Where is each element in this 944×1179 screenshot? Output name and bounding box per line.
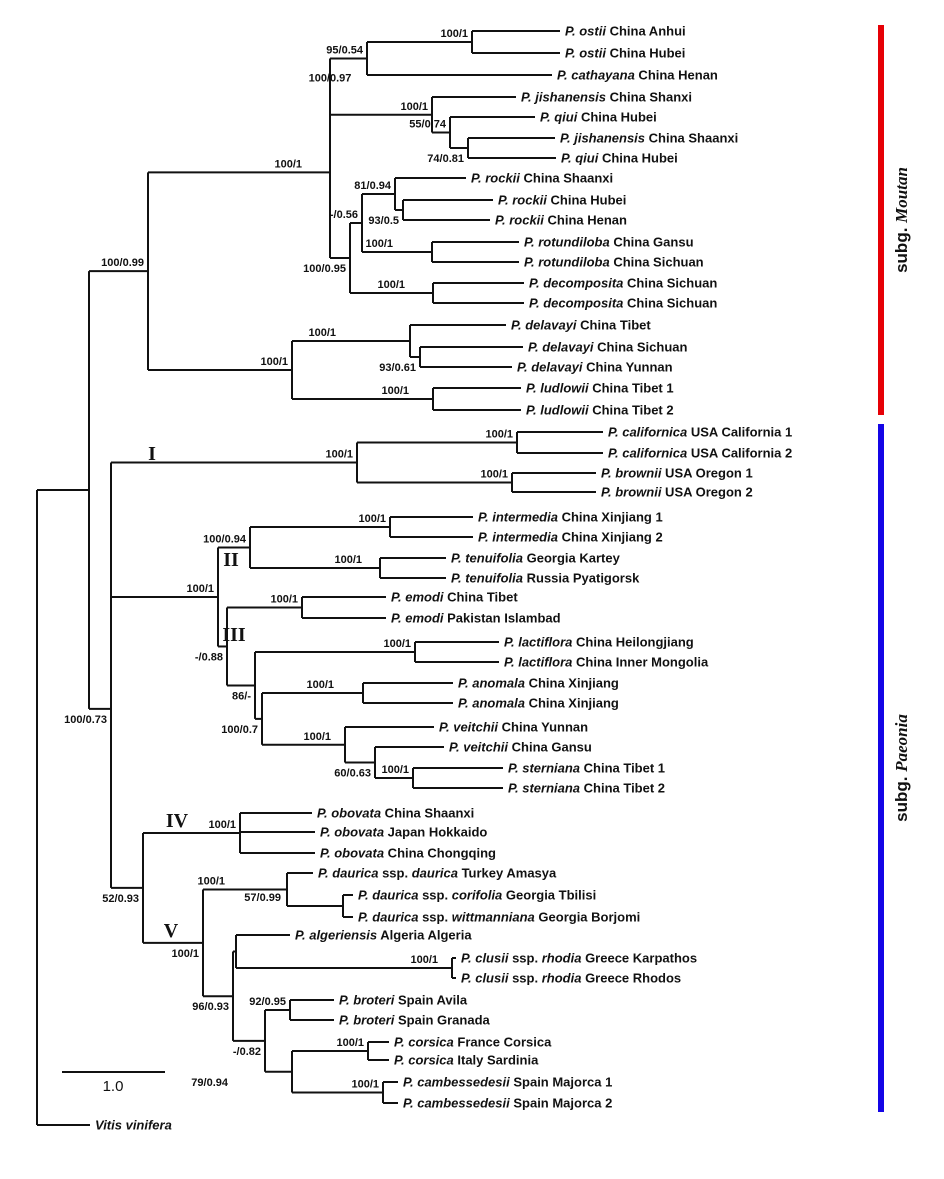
taxon-label: P. anomala China Xinjiang [458, 695, 619, 711]
support-value: 100/1 [303, 730, 331, 743]
support-value: 100/1 [274, 158, 302, 171]
taxon-label: P. lactiflora China Inner Mongolia [504, 654, 709, 670]
support-value: 95/0.54 [326, 44, 363, 57]
subg-prefix: subg. [892, 771, 911, 822]
support-value: 100/1 [260, 356, 288, 368]
support-value: 100/1 [383, 638, 411, 650]
clade-numeral-IV: IV [165, 810, 189, 832]
taxon-label: P. decomposita China Sichuan [529, 295, 718, 311]
clade-numeral-I: I [148, 443, 156, 465]
support-value: 100/1 [410, 954, 438, 966]
taxon-label: P. delavayi China Yunnan [517, 359, 673, 375]
taxon-label: P. veitchii China Yunnan [439, 719, 589, 735]
taxon-label: P. ostii China Hubei [565, 45, 686, 61]
taxon-label: P. brownii USA Oregon 2 [601, 484, 753, 500]
support-value: 52/0.93 [102, 892, 139, 905]
subg-taxon: Moutan [892, 167, 911, 223]
support-value: 100/1 [358, 513, 386, 525]
support-value: 92/0.95 [249, 996, 286, 1008]
subg-prefix: subg. [892, 222, 911, 273]
taxon-label: P. tenuifolia Russia Pyatigorsk [451, 570, 640, 586]
taxon-label: P. brownii USA Oregon 1 [601, 465, 753, 481]
taxon-label: P. emodi Pakistan Islambad [391, 610, 561, 626]
taxon-label: P. daurica ssp. corifolia Georgia Tbilisi [358, 887, 597, 903]
taxon-label: P. jishanensis China Shaanxi [560, 130, 739, 146]
support-value: 74/0.81 [427, 153, 464, 165]
support-value: 100/0.73 [64, 713, 107, 726]
taxon-label: P. californica USA California 1 [608, 424, 793, 440]
taxon-label: P. sterniana China Tibet 2 [508, 780, 666, 796]
support-value: 100/1 [334, 554, 362, 566]
taxon-label: P. qiui China Hubei [540, 109, 657, 125]
subg-moutan-bar [878, 25, 884, 415]
support-value: 100/1 [485, 428, 513, 441]
support-value: 100/1 [351, 1078, 379, 1091]
scale-bar-label: 1.0 [102, 1078, 124, 1095]
clade-numeral-II: II [223, 549, 239, 571]
taxon-label: P. delavayi China Sichuan [528, 339, 688, 355]
taxon-label: P. rockii China Shaanxi [471, 170, 614, 186]
taxon-label: P. cathayana China Henan [557, 67, 718, 83]
taxon-label: P. sterniana China Tibet 1 [508, 760, 666, 776]
taxon-label: P. corsica France Corsica [394, 1034, 552, 1050]
subg-moutan-label [892, 110, 916, 330]
support-value: 100/1 [197, 875, 225, 888]
taxon-label: P. corsica Italy Sardinia [394, 1052, 539, 1068]
taxon-label: P. intermedia China Xinjiang 2 [478, 529, 663, 545]
clade-numeral-V: V [163, 920, 179, 942]
support-value: 100/1 [171, 947, 199, 960]
subg-taxon: Paeonia [892, 714, 911, 772]
taxon-label: P. obovata China Chongqing [320, 845, 496, 861]
support-value: 93/0.5 [368, 215, 399, 227]
taxon-label: P. clusii ssp. rhodia Greece Karpathos [461, 950, 698, 966]
taxon-label: P. emodi China Tibet [391, 589, 518, 605]
support-value: 100/1 [381, 385, 409, 397]
support-value: -/0.88 [194, 651, 223, 664]
taxon-label: P. rockii China Henan [495, 212, 627, 228]
taxon-label: P. broteri Spain Granada [339, 1012, 490, 1028]
taxon-label: P. clusii ssp. rhodia Greece Rhodos [461, 970, 682, 986]
support-value: 100/1 [336, 1037, 364, 1049]
support-value: 60/0.63 [334, 767, 371, 780]
support-value: 100/0.7 [221, 723, 258, 736]
taxon-label: P. daurica ssp. daurica Turkey Amasya [318, 865, 557, 881]
support-value: 100/1 [480, 468, 508, 481]
taxon-label: P. rockii China Hubei [498, 192, 627, 208]
taxon-label: P. ludlowii China Tibet 1 [526, 380, 674, 396]
support-value: -/0.56 [329, 209, 358, 221]
taxon-label: Vitis vinifera [95, 1117, 172, 1133]
support-value: 100/1 [381, 764, 409, 776]
support-value: 81/0.94 [354, 180, 391, 192]
support-value: 86/- [232, 690, 251, 703]
taxon-label: P. delavayi China Tibet [511, 317, 651, 333]
taxon-label: P. californica USA California 2 [608, 445, 793, 461]
taxon-label: P. lactiflora China Heilongjiang [504, 634, 694, 650]
support-value: 100/0.99 [101, 257, 144, 270]
taxon-label: P. veitchii China Gansu [449, 739, 592, 755]
support-value: 100/1 [308, 327, 336, 339]
support-value: 100/1 [186, 582, 214, 595]
scale-bar [62, 1071, 165, 1073]
support-value: 55/0.74 [409, 118, 446, 131]
support-value: 100/1 [208, 819, 236, 831]
taxon-label: P. jishanensis China Shanxi [521, 89, 692, 105]
support-value: 100/0.94 [203, 533, 246, 546]
support-value: 100/1 [325, 448, 353, 461]
taxon-label: P. obovata Japan Hokkaido [320, 824, 488, 840]
taxon-label: P. obovata China Shaanxi [317, 805, 475, 821]
support-value: 96/0.93 [192, 1001, 229, 1014]
taxon-label: P. anomala China Xinjiang [458, 675, 619, 691]
taxon-label: P. intermedia China Xinjiang 1 [478, 509, 663, 525]
taxon-label: P. algeriensis Algeria Algeria [295, 927, 472, 943]
support-value: 100/1 [377, 279, 405, 291]
support-value: 57/0.99 [244, 892, 281, 904]
support-value: 100/1 [270, 593, 298, 606]
support-value: 100/0.95 [303, 263, 346, 275]
support-value: 100/1 [365, 238, 393, 250]
taxon-label: P. qiui China Hubei [561, 150, 678, 166]
support-value: 100/1 [440, 28, 468, 40]
taxon-label: P. ostii China Anhui [565, 23, 686, 39]
taxon-label: P. ludlowii China Tibet 2 [526, 402, 674, 418]
support-value: 100/1 [400, 100, 428, 113]
taxon-label: P. cambessedesii Spain Majorca 2 [403, 1095, 613, 1111]
taxon-label: P. cambessedesii Spain Majorca 1 [403, 1074, 613, 1090]
support-value: 79/0.94 [191, 1076, 228, 1089]
support-value: 100/0.97 [308, 72, 352, 85]
support-value: -/0.82 [232, 1045, 261, 1058]
taxon-label: P. tenuifolia Georgia Kartey [451, 550, 620, 566]
support-value: 100/1 [306, 679, 334, 691]
taxon-label: P. rotundiloba China Sichuan [524, 254, 704, 270]
taxon-label: P. daurica ssp. wittmanniana Georgia Borjomi [358, 909, 641, 925]
taxon-label: P. rotundiloba China Gansu [524, 234, 694, 250]
support-value: 93/0.61 [379, 362, 416, 374]
taxon-label: P. broteri Spain Avila [339, 992, 468, 1008]
subg-paeonia-label [892, 658, 916, 878]
clade-numeral-III: III [222, 624, 246, 646]
taxon-label: P. decomposita China Sichuan [529, 275, 718, 291]
subg-paeonia-bar [878, 424, 884, 1112]
